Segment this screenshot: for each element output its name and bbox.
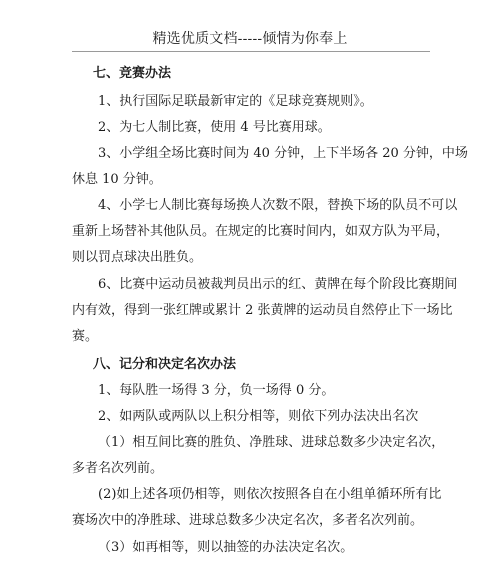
paragraph-line: 2、为七人制比赛，使用 4 号比赛用球。 xyxy=(98,120,331,135)
section-8-body xyxy=(72,535,429,561)
paragraph-line: （1）相互间比赛的胜负、净胜球、进球总数多少决定名次， xyxy=(98,435,445,450)
section-8-body xyxy=(72,482,442,534)
section-heading: 七、竞赛办法 xyxy=(93,66,172,81)
paragraph-line: (2)如上述各项仍相等，则依次按照各自在小组单循环所有比 xyxy=(98,487,442,502)
section-7-heading-block xyxy=(72,61,429,87)
paragraph-line: 则以罚点球决出胜负。 xyxy=(72,250,203,265)
section-7-body xyxy=(72,193,458,271)
paragraph-line: 6、比赛中运动员被裁判员出示的红、黄牌在每个阶段比赛期间 xyxy=(98,277,458,292)
section-heading: 八、记分和决定名次办法 xyxy=(93,357,237,372)
paragraph-line: 赛。 xyxy=(72,329,99,344)
paragraph-line: 2、如两队或两队以上积分相等，则依下列办法决出名次 xyxy=(98,409,419,424)
section-8-body xyxy=(72,430,445,482)
paragraph-line: 3、小学组全场比赛时间为 40 分钟，上下半场各 20 分钟，中场 xyxy=(98,146,468,161)
paragraph-line: 赛场次中的净胜球、进球总数多少决定名次，多者名次列前。 xyxy=(72,513,424,528)
paragraph-line: 4、小学七人制比赛每场换人次数不限，替换下场的队员不可以 xyxy=(98,198,458,213)
paragraph-line: 休息 10 分钟。 xyxy=(72,172,162,187)
section-8-heading-block xyxy=(72,352,429,378)
paragraph-line: 1、执行国际足联最新审定的《足球竞赛规则》。 xyxy=(98,94,373,109)
section-8-body xyxy=(72,378,429,404)
paragraph-line: 重新上场替补其他队员。在规定的比赛时间内，如双方队为平局， xyxy=(72,224,450,239)
section-7-body xyxy=(72,141,468,193)
page-header: 精选优质文档-----倾情为你奉上 xyxy=(152,31,348,47)
header-divider xyxy=(72,51,430,52)
section-7-body xyxy=(72,272,458,350)
paragraph-line: 1、每队胜一场得 3 分，负一场得 0 分。 xyxy=(98,383,335,398)
paragraph-line: （3）如再相等，则以抽签的办法决定名次。 xyxy=(98,540,354,555)
section-7-body xyxy=(72,89,429,115)
paragraph-line: 内有效，得到一张红牌或累计 2 张黄牌的运动员自然停止下一场比 xyxy=(72,303,453,318)
section-7-body xyxy=(72,115,429,141)
paragraph-line: 多者名次列前。 xyxy=(72,461,164,476)
section-8-body xyxy=(72,404,429,430)
